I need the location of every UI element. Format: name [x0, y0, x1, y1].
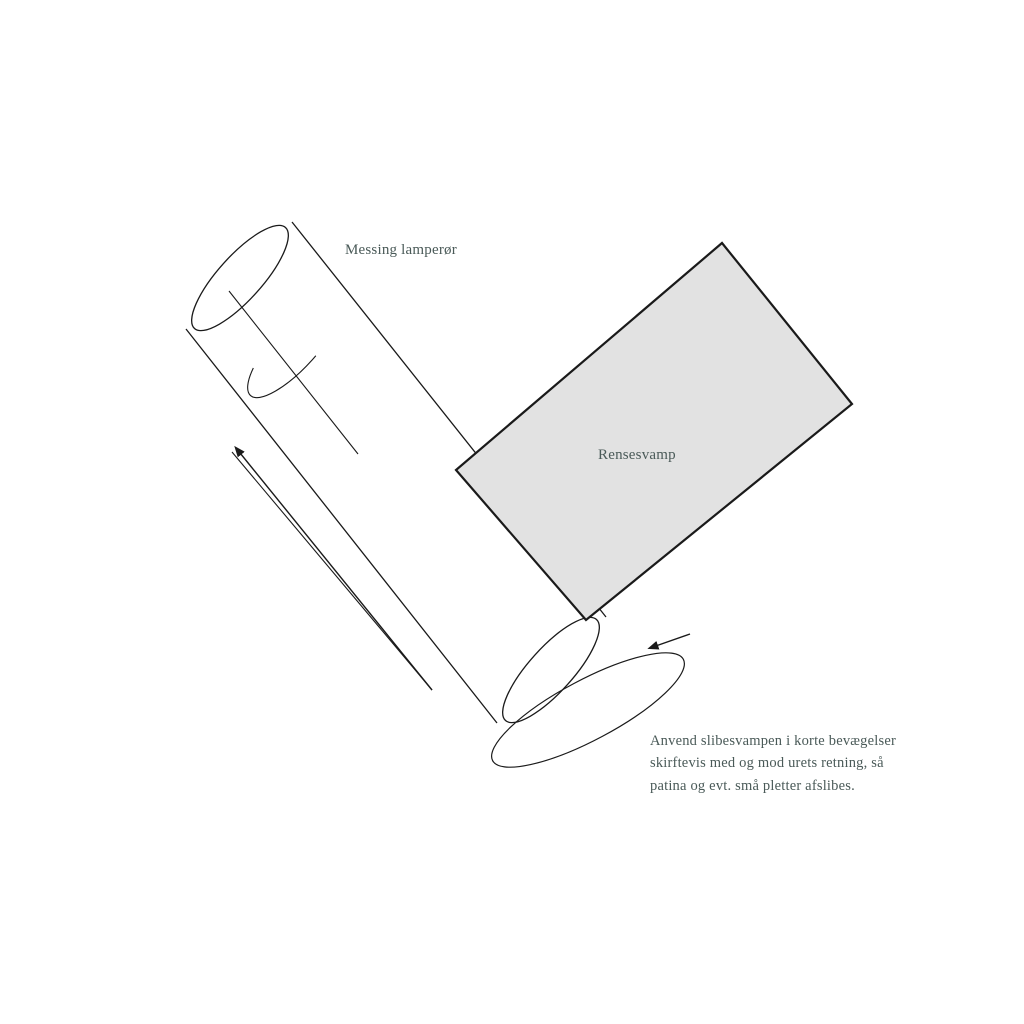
arrow-up-left-icon: [236, 448, 432, 690]
sponge-body: [456, 243, 852, 620]
tube-top-rim: [178, 213, 302, 344]
tube-collar-rim: [234, 280, 358, 411]
cleaning-sponge: [456, 243, 852, 620]
tube-inner-line: [232, 452, 432, 690]
tube-label-leader: [300, 252, 345, 255]
label-instruction-text: Anvend slibesvampen i korte bevægelser skirftevis med og mod urets retning, så patina og evt. små pletter afslibes.: [650, 733, 896, 794]
label-cleaning-sponge: Rensesvamp: [598, 447, 676, 463]
label-brass-tube: Messing lamperør: [345, 242, 457, 258]
tube-bottom-rim: [489, 605, 613, 736]
tube-collar-line-1: [229, 291, 358, 454]
